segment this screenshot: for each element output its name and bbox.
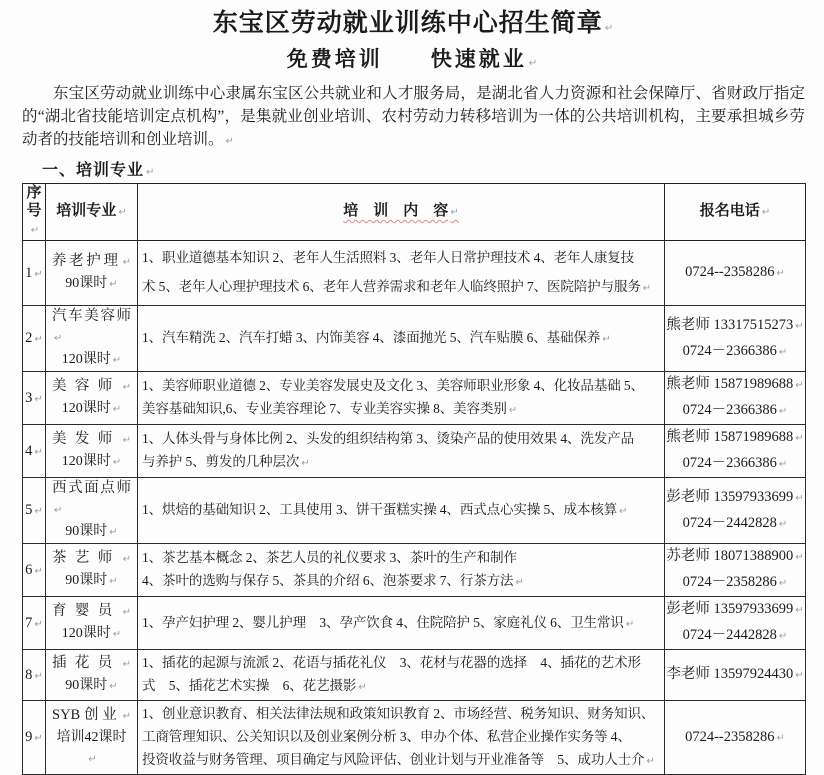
content-cell — [138, 701, 665, 775]
phone-line: 熊老师 15871989688 ↵ — [665, 372, 805, 398]
serial-cell — [23, 701, 46, 775]
major-hours: 90课时 ↵ — [52, 570, 131, 592]
major-hours: 90课时 ↵ — [52, 273, 131, 295]
table-row — [23, 478, 806, 544]
major-name: 汽车美容师 ↵ — [52, 306, 131, 349]
phone-line: 0724--2358286 ↵ — [665, 725, 805, 751]
phone-line: 彭老师 13597933699 ↵ — [665, 485, 805, 511]
serial-cell — [23, 544, 46, 597]
phone-line: 熊老师 15871989688 ↵ — [665, 425, 805, 451]
content-line: 工商管理知识、公关知识以及创业案例分析 3、申办个体、私营企业操作实务等 4、 — [142, 729, 631, 744]
phone-cell — [665, 241, 806, 306]
major-cell — [46, 241, 138, 306]
major-cell — [46, 650, 138, 701]
column-header-content: 培 训 内 容 ↵ — [138, 184, 665, 241]
major-hours: 120课时 ↵ — [52, 398, 131, 420]
major-cell — [46, 306, 138, 372]
content-line: 投资收益与财务管理、项目确定与风险评估、创业计划与开业准备等 5、成功人士介 ↵ — [142, 748, 661, 773]
serial-cell — [23, 597, 46, 650]
phone-cell — [665, 425, 806, 478]
content-line: 1、茶艺基本概念 2、茶艺人员的礼仪要求 3、茶叶的生产和制作 — [142, 550, 517, 565]
serial-cell — [23, 306, 46, 372]
phone-line: 0724－2366386 ↵ — [665, 451, 805, 477]
phone-line: 李老师 13597924430 ↵ — [665, 662, 805, 688]
content-cell — [138, 241, 665, 306]
phone-cell — [665, 372, 806, 425]
phone-cell — [665, 701, 806, 775]
phone-line: 彭老师 13597933699 ↵ — [665, 597, 805, 623]
table-row — [23, 650, 806, 701]
major-name: 育婴员 ↵ — [52, 601, 131, 623]
content-line: 与养护 5、剪发的几种层次 ↵ — [142, 450, 661, 475]
major-name: 养老护理 ↵ — [52, 251, 131, 273]
major-name: SYB创业 ↵ — [52, 705, 131, 727]
content-line: 1、插花的起源与流派 2、花语与插花礼仪 3、花材与花器的选择 4、插花的艺术形 — [142, 655, 641, 670]
serial-number: 8 ↵ — [23, 667, 45, 684]
content-line: 式 5、插花艺术实操 6、花艺摄影 ↵ — [142, 674, 661, 699]
major-cell — [46, 478, 138, 544]
major-hours: 120课时 ↵ — [52, 349, 131, 371]
serial-cell — [23, 372, 46, 425]
table-row — [23, 425, 806, 478]
phone-cell — [665, 597, 806, 650]
content-line: 术 5、老年人心理护理技术 6、老年人营养需求和老年人临终照护 7、医院陪护与服务 ↵ — [142, 272, 661, 303]
phone-line: 0724--2358286 ↵ — [665, 260, 805, 286]
training-programs-table — [22, 183, 806, 775]
phone-cell — [665, 544, 806, 597]
serial-number: 4 ↵ — [23, 443, 45, 460]
content-cell — [138, 372, 665, 425]
content-line: 1、职业道德基本知识 2、老年人生活照料 3、老年人日常护理技术 4、老年人康复技 — [142, 250, 635, 265]
major-cell — [46, 597, 138, 650]
table-header-row — [23, 184, 806, 241]
phone-cell — [665, 650, 806, 701]
column-header-phone: 报名电话 ↵ — [665, 184, 806, 241]
serial-number: 5 ↵ — [23, 502, 45, 519]
table-row — [23, 306, 806, 372]
content-line: 1、美容师职业道德 2、专业美容发展史及文化 3、美容师职业形象 4、化妆品基础 5、 — [142, 378, 644, 393]
major-name: 美容师 ↵ — [52, 376, 131, 398]
table-row — [23, 372, 806, 425]
table-row — [23, 597, 806, 650]
serial-number: 6 ↵ — [23, 562, 45, 579]
phone-line: 熊老师 13317515273 ↵ — [665, 313, 805, 339]
major-name: 美发师 ↵ — [52, 429, 131, 451]
major-cell — [46, 544, 138, 597]
serial-cell — [23, 241, 46, 306]
table-row — [23, 241, 806, 306]
serial-cell — [23, 478, 46, 544]
training-table-body — [23, 241, 806, 775]
major-name: 插花员 ↵ — [52, 653, 131, 675]
phone-line: 0724－2366386 ↵ — [665, 339, 805, 365]
phone-line: 0724－2442828 ↵ — [665, 623, 805, 649]
phone-line: 0724－2366386 ↵ — [665, 398, 805, 424]
content-line: 1、创业意识教育、相关法律法规和政策知识教育 2、市场经营、税务知识、财务知识、 — [142, 706, 655, 721]
content-line: 1、烘焙的基础知识 2、工具使用 3、饼干蛋糕实操 4、西式点心实操 5、成本核算 ↵ — [142, 498, 661, 523]
serial-cell — [23, 650, 46, 701]
serial-number: 7 ↵ — [23, 615, 45, 632]
page-title: 东宝区劳动就业训练中心招生简章 ↵ — [22, 6, 805, 46]
serial-number: 2 ↵ — [23, 330, 45, 347]
content-cell — [138, 478, 665, 544]
major-hours: 120课时 ↵ — [52, 451, 131, 473]
content-cell — [138, 425, 665, 478]
content-cell — [138, 597, 665, 650]
section-heading: 一、培训专业 ↵ — [42, 157, 805, 180]
major-hours: 90课时 ↵ — [52, 675, 131, 697]
phone-cell — [665, 306, 806, 372]
column-header-serial: 序号 ↵ — [23, 184, 46, 241]
content-cell — [138, 306, 665, 372]
phone-line: 0724－2442828 ↵ — [665, 511, 805, 537]
content-line: 1、汽车精洗 2、汽车打蜡 3、内饰美容 4、漆面抛光 5、汽车贴膜 6、基础保养 ↵ — [142, 326, 661, 351]
major-name: 茶艺师 ↵ — [52, 548, 131, 570]
serial-number: 3 ↵ — [23, 390, 45, 407]
major-hours: 90课时 ↵ — [52, 521, 131, 543]
content-line: 1、孕产妇护理 2、婴儿护理 3、孕产饮食 4、住院陪护 5、家庭礼仪 6、卫生常识 ↵ — [142, 611, 661, 636]
major-hours: 120课时 ↵ — [52, 623, 131, 645]
major-name: 西式面点师 ↵ — [52, 478, 131, 521]
content-cell — [138, 650, 665, 701]
serial-number: 9 ↵ — [23, 729, 45, 746]
content-line: 1、人体头骨与身体比例 2、头发的组织结构第 3、烫染产品的使用效果 4、洗发产品 — [142, 431, 635, 446]
intro-paragraph: 东宝区劳动就业训练中心隶属东宝区公共就业和人才服务局，是湖北省人力资源和社会保障厅、省财政厅指定的“湖北省技能培训定点机构”，是集就业创业培训、农村劳动力转移培训为一体的公共培训机构，主要承担城乡劳动者的技能培训和创业培训。 ↵ — [22, 82, 805, 153]
content-cell — [138, 544, 665, 597]
major-hours: 培训42课时 ↵ — [52, 727, 131, 770]
major-cell — [46, 701, 138, 775]
page-subtitle: 免费培训 快速就业 ↵ — [22, 46, 805, 77]
phone-line: 苏老师 18071388900 ↵ — [665, 544, 805, 570]
major-cell — [46, 425, 138, 478]
phone-line: 0724－2358286 ↵ — [665, 570, 805, 596]
serial-cell — [23, 425, 46, 478]
table-row — [23, 544, 806, 597]
content-line: 美容基础知识,6、专业美容理论 7、专业美容实操 8、美容类别 ↵ — [142, 397, 661, 422]
serial-number: 1 ↵ — [23, 265, 45, 282]
table-row — [23, 701, 806, 775]
content-line: 4、茶叶的选购与保存 5、茶具的介绍 6、泡茶要求 7、行茶方法 ↵ — [142, 569, 661, 594]
phone-cell — [665, 478, 806, 544]
major-cell — [46, 372, 138, 425]
column-header-major: 培训专业 ↵ — [46, 184, 138, 241]
